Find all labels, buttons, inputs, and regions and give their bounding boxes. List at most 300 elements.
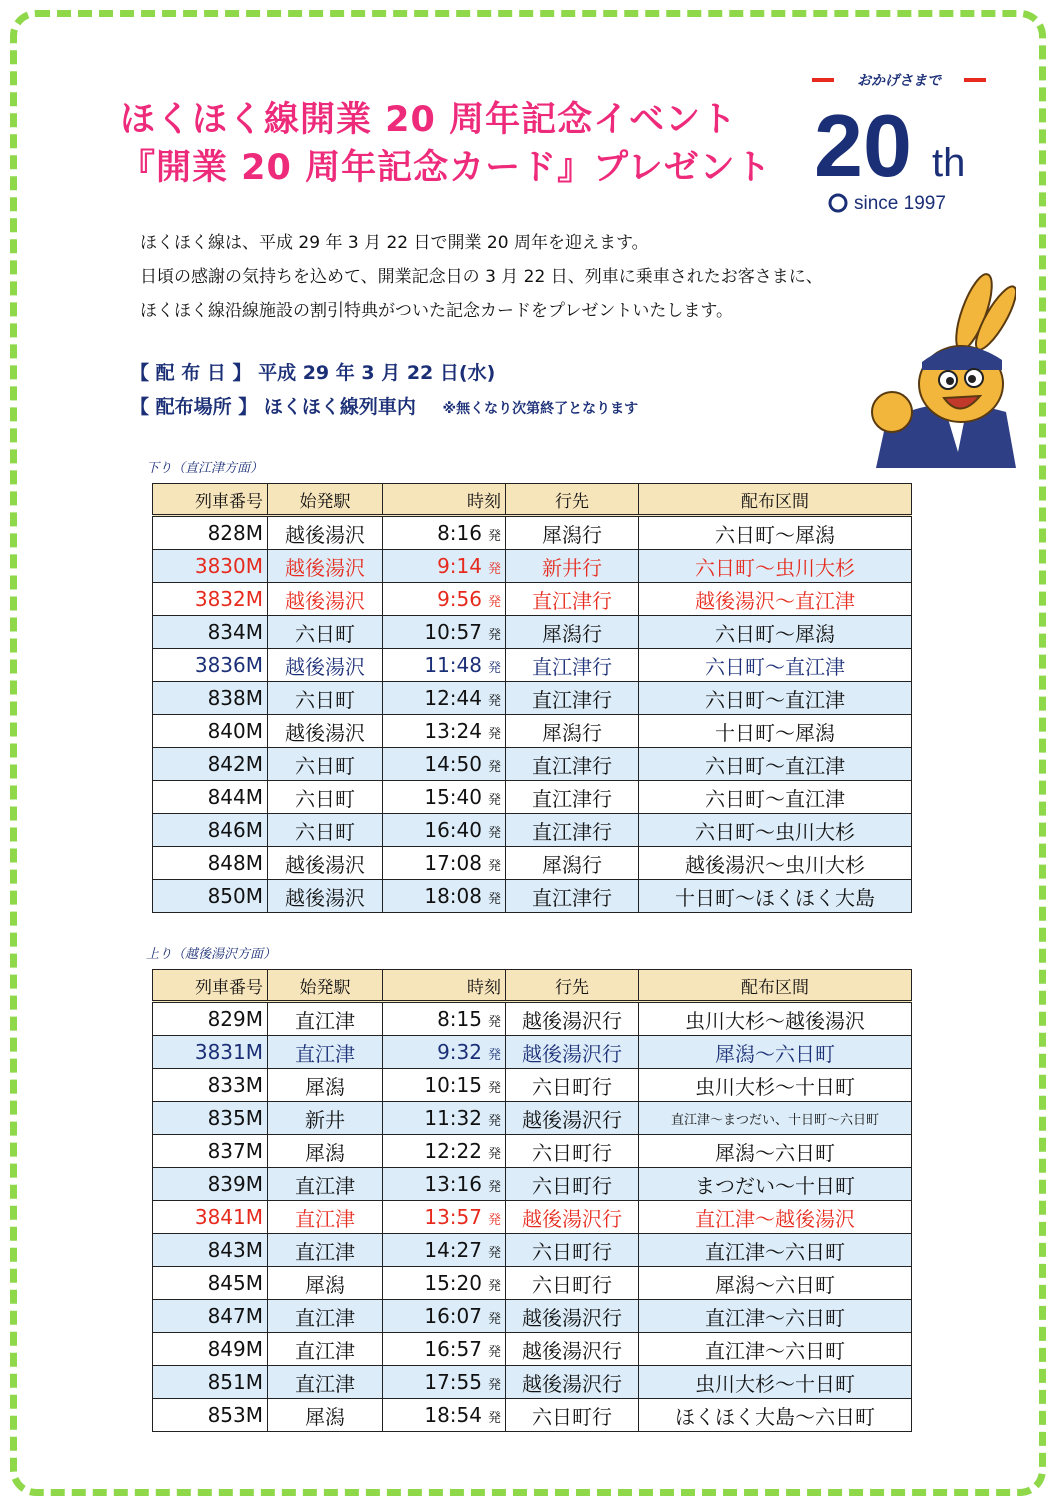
title-line-1: ほくほく線開業 20 周年記念イベント	[120, 100, 738, 140]
time-cell	[383, 880, 506, 913]
destination-cell	[506, 1002, 639, 1036]
train-number-cell	[153, 1267, 268, 1300]
time-cell-text: 9:32	[437, 1040, 482, 1064]
time-cell-text: 11:32	[424, 1106, 482, 1130]
departure-mark: 発	[487, 1048, 501, 1063]
table-row	[153, 1267, 912, 1300]
train-number-cell-text: 849M	[207, 1337, 263, 1361]
down-table-body	[153, 516, 912, 913]
table-row	[153, 1002, 912, 1036]
destination-cell	[506, 814, 639, 847]
departure-mark: 発	[487, 1213, 501, 1228]
time-cell-text: 18:08	[424, 884, 482, 908]
origin-cell-text: 六日町	[295, 786, 355, 811]
origin-cell-text: 越後湯沢	[285, 588, 365, 613]
departure-mark: 発	[487, 760, 501, 775]
time-cell	[383, 649, 506, 682]
table-row	[153, 1300, 912, 1333]
origin-cell	[268, 1234, 383, 1267]
destination-cell	[506, 682, 639, 715]
departure-mark: 発	[487, 562, 501, 577]
origin-cell	[268, 616, 383, 649]
origin-cell	[268, 1399, 383, 1432]
origin-cell	[268, 1002, 383, 1036]
departure-mark: 発	[487, 1081, 501, 1096]
origin-cell	[268, 1333, 383, 1366]
section-cell	[639, 1002, 912, 1036]
origin-cell	[268, 583, 383, 616]
distribution-date	[130, 358, 495, 385]
table-row	[153, 715, 912, 748]
train-number-cell	[153, 1069, 268, 1102]
destination-cell-text: 六日町行	[532, 1272, 612, 1297]
title-line-2: 『開業 20 周年記念カード』プレゼント	[120, 148, 772, 188]
origin-cell	[268, 1069, 383, 1102]
train-number-cell-text: 837M	[207, 1139, 263, 1163]
departure-mark: 発	[487, 1180, 501, 1195]
destination-cell	[506, 847, 639, 880]
intro-line: ほくほく線は、平成 29 年 3 月 22 日で開業 20 周年を迎えます。	[140, 233, 649, 253]
destination-cell-text: 六日町行	[532, 1404, 612, 1429]
section-cell	[639, 1366, 912, 1399]
train-number-cell-text: 845M	[207, 1271, 263, 1295]
table-row	[153, 1234, 912, 1267]
train-number-cell-text: 3830M	[194, 554, 263, 578]
destination-cell-text: 越後湯沢行	[522, 1206, 622, 1231]
section-cell	[639, 814, 912, 847]
train-number-cell	[153, 1102, 268, 1135]
table-row	[153, 682, 912, 715]
intro-line: 日頃の感謝の気持ちを込めて、開業記念日の 3 月 22 日、列車に乗車されたお客さまに、	[140, 267, 823, 287]
section-cell-text: 六日町～犀潟	[715, 621, 835, 646]
time-cell	[383, 1234, 506, 1267]
section-cell	[639, 1399, 912, 1432]
destination-cell	[506, 1366, 639, 1399]
time-cell-text: 10:57	[424, 620, 482, 644]
origin-cell	[268, 748, 383, 781]
origin-cell-text: 犀潟	[305, 1140, 345, 1165]
time-cell	[383, 814, 506, 847]
section-cell-text: 越後湯沢～虫川大杉	[685, 852, 865, 877]
date-value: 平成 29 年 3 月 22 日(水)	[258, 362, 496, 384]
section-cell	[639, 1333, 912, 1366]
section-cell-text: 犀潟～六日町	[715, 1041, 835, 1066]
time-cell-text: 10:15	[424, 1073, 482, 1097]
train-number-cell-text: 3841M	[194, 1205, 263, 1229]
origin-cell-text: 越後湯沢	[285, 654, 365, 679]
section-cell	[639, 616, 912, 649]
train-number-cell-text: 3836M	[194, 653, 263, 677]
col-section: 配布区間	[639, 970, 912, 1002]
train-number-cell	[153, 1168, 268, 1201]
train-number-cell	[153, 550, 268, 583]
section-cell	[639, 1300, 912, 1333]
destination-cell	[506, 1135, 639, 1168]
section-cell-text: 六日町～直江津	[705, 654, 845, 679]
time-cell	[383, 550, 506, 583]
time-cell	[383, 682, 506, 715]
time-cell-text: 9:56	[437, 587, 482, 611]
table-row	[153, 583, 912, 616]
up-table-body	[153, 1002, 912, 1432]
intro-line: ほくほく線沿線施設の割引特典がついた記念カードをプレゼントいたします。	[140, 301, 733, 321]
departure-mark: 発	[487, 595, 501, 610]
time-cell	[383, 516, 506, 550]
section-cell-text: 直江津～六日町	[705, 1305, 845, 1330]
origin-cell-text: 直江津	[295, 1041, 355, 1066]
time-cell-text: 18:54	[424, 1403, 482, 1427]
time-cell-text: 13:24	[424, 719, 482, 743]
train-number-cell	[153, 1366, 268, 1399]
section-cell-text: 六日町～直江津	[705, 753, 845, 778]
col-train-number: 列車番号	[153, 970, 268, 1002]
departure-mark: 発	[487, 1378, 501, 1393]
train-number-cell-text: 3831M	[194, 1040, 263, 1064]
table-row	[153, 616, 912, 649]
down-timetable	[152, 483, 912, 913]
origin-cell-text: 犀潟	[305, 1404, 345, 1429]
origin-cell-text: 直江津	[295, 1173, 355, 1198]
train-number-cell	[153, 781, 268, 814]
time-cell	[383, 781, 506, 814]
destination-cell	[506, 781, 639, 814]
origin-cell	[268, 1366, 383, 1399]
train-number-cell-text: 847M	[207, 1304, 263, 1328]
destination-cell	[506, 1333, 639, 1366]
time-cell	[383, 1069, 506, 1102]
logo-suffix: th	[932, 141, 966, 185]
time-cell	[383, 1036, 506, 1069]
origin-cell-text: 犀潟	[305, 1074, 345, 1099]
up-caption: 上り（越後湯沢方面）	[146, 947, 277, 962]
time-cell-text: 16:07	[424, 1304, 482, 1328]
time-cell-text: 14:27	[424, 1238, 482, 1262]
table-row	[153, 1036, 912, 1069]
time-cell	[383, 1201, 506, 1234]
time-cell	[383, 616, 506, 649]
table-row	[153, 847, 912, 880]
departure-mark: 発	[487, 892, 501, 907]
logo-top-text: おかげさまで	[857, 72, 941, 88]
origin-cell	[268, 649, 383, 682]
table-row	[153, 550, 912, 583]
origin-cell-text: 直江津	[295, 1338, 355, 1363]
col-train-number: 列車番号	[153, 484, 268, 516]
departure-mark: 発	[487, 1015, 501, 1030]
origin-cell-text: 越後湯沢	[285, 720, 365, 745]
destination-cell-text: 直江津行	[532, 588, 612, 613]
train-number-cell-text: 843M	[207, 1238, 263, 1262]
section-cell	[639, 715, 912, 748]
destination-cell-text: 犀潟行	[542, 852, 602, 877]
section-cell-text: 直江津～越後湯沢	[695, 1206, 855, 1231]
place-value: ほくほく線列車内	[263, 396, 416, 418]
time-cell	[383, 1366, 506, 1399]
anniversary-logo	[806, 64, 992, 224]
origin-cell-text: 直江津	[295, 1239, 355, 1264]
col-time: 時刻	[383, 484, 506, 516]
time-cell-text: 17:08	[424, 851, 482, 875]
time-cell-text: 11:48	[424, 653, 482, 677]
table-row	[153, 781, 912, 814]
destination-cell-text: 越後湯沢行	[522, 1338, 622, 1363]
origin-cell	[268, 814, 383, 847]
section-cell	[639, 550, 912, 583]
origin-cell-text: 越後湯沢	[285, 555, 365, 580]
time-cell	[383, 1399, 506, 1432]
departure-mark: 発	[487, 826, 501, 841]
place-label: 【 配布場所 】	[130, 396, 258, 418]
train-number-cell-text: 851M	[207, 1370, 263, 1394]
train-number-cell	[153, 847, 268, 880]
destination-cell-text: 直江津行	[532, 819, 612, 844]
origin-cell	[268, 682, 383, 715]
origin-cell-text: 犀潟	[305, 1272, 345, 1297]
train-number-cell	[153, 1333, 268, 1366]
section-cell-text: 虫川大杉～十日町	[695, 1371, 855, 1396]
origin-cell	[268, 1168, 383, 1201]
train-number-cell-text: 3832M	[194, 587, 263, 611]
train-number-cell	[153, 1135, 268, 1168]
departure-mark: 発	[487, 1147, 501, 1162]
section-cell-text: 犀潟～六日町	[715, 1140, 835, 1165]
destination-cell	[506, 748, 639, 781]
time-cell-text: 12:44	[424, 686, 482, 710]
origin-cell-text: 越後湯沢	[285, 885, 365, 910]
train-number-cell-text: 853M	[207, 1403, 263, 1427]
section-cell	[639, 1102, 912, 1135]
origin-cell	[268, 1201, 383, 1234]
origin-cell-text: 六日町	[295, 621, 355, 646]
col-destination: 行先	[506, 484, 639, 516]
col-origin: 始発駅	[268, 484, 383, 516]
section-cell	[639, 1069, 912, 1102]
destination-cell-text: 新井行	[542, 555, 602, 580]
table-row	[153, 1135, 912, 1168]
departure-mark: 発	[487, 529, 501, 544]
train-number-cell-text: 839M	[207, 1172, 263, 1196]
destination-cell	[506, 1399, 639, 1432]
time-cell	[383, 1300, 506, 1333]
table-row	[153, 1069, 912, 1102]
destination-cell-text: 直江津行	[532, 786, 612, 811]
table-row	[153, 516, 912, 550]
table-header-row	[153, 484, 912, 516]
train-number-cell-text: 840M	[207, 719, 263, 743]
table-row	[153, 1399, 912, 1432]
destination-cell-text: 越後湯沢行	[522, 1107, 622, 1132]
time-cell-text: 15:40	[424, 785, 482, 809]
section-cell-text: 直江津～六日町	[705, 1338, 845, 1363]
departure-mark: 発	[487, 661, 501, 676]
table-row	[153, 748, 912, 781]
destination-cell	[506, 616, 639, 649]
origin-cell-text: 越後湯沢	[285, 852, 365, 877]
table-row	[153, 649, 912, 682]
train-number-cell-text: 838M	[207, 686, 263, 710]
train-number-cell	[153, 1234, 268, 1267]
destination-cell	[506, 880, 639, 913]
section-cell-text: まつだい～十日町	[695, 1173, 855, 1198]
section-cell	[639, 748, 912, 781]
time-cell-text: 13:16	[424, 1172, 482, 1196]
departure-mark: 発	[487, 1411, 501, 1426]
destination-cell-text: 六日町行	[532, 1173, 612, 1198]
destination-cell-text: 越後湯沢行	[522, 1008, 622, 1033]
destination-cell-text: 六日町行	[532, 1074, 612, 1099]
section-cell-text: 直江津～まつだい、十日町～六日町	[670, 1112, 879, 1128]
origin-cell	[268, 847, 383, 880]
train-number-cell	[153, 1036, 268, 1069]
origin-cell-text: 新井	[305, 1107, 345, 1132]
section-cell	[639, 1135, 912, 1168]
origin-cell-text: 直江津	[295, 1008, 355, 1033]
origin-cell-text: 越後湯沢	[285, 522, 365, 547]
destination-cell	[506, 1300, 639, 1333]
departure-mark: 発	[487, 1246, 501, 1261]
destination-cell-text: 六日町行	[532, 1140, 612, 1165]
destination-cell	[506, 1036, 639, 1069]
destination-cell-text: 越後湯沢行	[522, 1305, 622, 1330]
destination-cell	[506, 1267, 639, 1300]
date-label: 【 配 布 日 】	[130, 362, 252, 384]
time-cell-text: 9:14	[437, 554, 482, 578]
origin-cell-text: 直江津	[295, 1206, 355, 1231]
destination-cell-text: 越後湯沢行	[522, 1041, 622, 1066]
train-number-cell	[153, 1002, 268, 1036]
destination-cell-text: 犀潟行	[542, 720, 602, 745]
origin-cell	[268, 1267, 383, 1300]
section-cell-text: 六日町～虫川大杉	[695, 819, 855, 844]
time-cell	[383, 1135, 506, 1168]
time-cell-text: 12:22	[424, 1139, 482, 1163]
departure-mark: 発	[487, 628, 501, 643]
time-cell	[383, 1102, 506, 1135]
section-cell-text: 十日町～犀潟	[715, 720, 835, 745]
section-cell	[639, 682, 912, 715]
departure-mark: 発	[487, 859, 501, 874]
logo-mark-icon	[830, 195, 846, 211]
time-cell	[383, 748, 506, 781]
train-number-cell-text: 833M	[207, 1073, 263, 1097]
time-cell	[383, 583, 506, 616]
logo-since: since 1997	[854, 193, 946, 214]
section-cell-text: 直江津～六日町	[705, 1239, 845, 1264]
train-number-cell	[153, 1399, 268, 1432]
train-number-cell	[153, 1300, 268, 1333]
intro-text	[140, 226, 880, 328]
time-cell-text: 17:55	[424, 1370, 482, 1394]
destination-cell-text: 直江津行	[532, 753, 612, 778]
section-cell	[639, 1036, 912, 1069]
col-origin: 始発駅	[268, 970, 383, 1002]
train-number-cell-text: 828M	[207, 521, 263, 545]
departure-mark: 発	[487, 1114, 501, 1129]
table-row	[153, 1201, 912, 1234]
origin-cell	[268, 880, 383, 913]
table-row	[153, 880, 912, 913]
origin-cell	[268, 1036, 383, 1069]
origin-cell-text: 直江津	[295, 1371, 355, 1396]
section-cell	[639, 1234, 912, 1267]
rabbit-mascot-icon	[856, 272, 1016, 468]
train-number-cell-text: 829M	[207, 1007, 263, 1031]
destination-cell	[506, 1168, 639, 1201]
time-cell	[383, 1333, 506, 1366]
time-cell-text: 14:50	[424, 752, 482, 776]
departure-mark: 発	[487, 727, 501, 742]
table-row	[153, 1168, 912, 1201]
section-cell-text: 越後湯沢～直江津	[695, 588, 855, 613]
time-cell-text: 8:16	[437, 521, 482, 545]
destination-cell-text: 直江津行	[532, 687, 612, 712]
train-number-cell	[153, 649, 268, 682]
section-cell-text: 犀潟～六日町	[715, 1272, 835, 1297]
train-number-cell	[153, 715, 268, 748]
up-timetable	[152, 969, 912, 1432]
time-cell-text: 16:57	[424, 1337, 482, 1361]
train-number-cell-text: 834M	[207, 620, 263, 644]
destination-cell	[506, 550, 639, 583]
origin-cell-text: 直江津	[295, 1305, 355, 1330]
section-cell	[639, 1201, 912, 1234]
train-number-cell-text: 846M	[207, 818, 263, 842]
col-destination: 行先	[506, 970, 639, 1002]
section-cell	[639, 880, 912, 913]
destination-cell-text: 越後湯沢行	[522, 1371, 622, 1396]
section-cell-text: 虫川大杉～越後湯沢	[685, 1008, 865, 1033]
table-row	[153, 814, 912, 847]
table-header-row	[153, 970, 912, 1002]
time-cell	[383, 1168, 506, 1201]
time-cell	[383, 1267, 506, 1300]
origin-cell	[268, 1300, 383, 1333]
train-number-cell	[153, 1201, 268, 1234]
col-time: 時刻	[383, 970, 506, 1002]
time-cell-text: 13:57	[424, 1205, 482, 1229]
origin-cell-text: 六日町	[295, 687, 355, 712]
origin-cell-text: 六日町	[295, 753, 355, 778]
departure-mark: 発	[487, 1345, 501, 1360]
departure-mark: 発	[487, 694, 501, 709]
logo-number: 20	[814, 96, 912, 195]
section-cell-text: ほくほく大島～六日町	[675, 1404, 875, 1429]
train-number-cell	[153, 880, 268, 913]
departure-mark: 発	[487, 1279, 501, 1294]
section-cell-text: 六日町～直江津	[705, 786, 845, 811]
section-cell	[639, 1168, 912, 1201]
section-cell	[639, 781, 912, 814]
train-number-cell	[153, 814, 268, 847]
table-row	[153, 1366, 912, 1399]
origin-cell-text: 六日町	[295, 819, 355, 844]
time-cell	[383, 847, 506, 880]
origin-cell	[268, 1135, 383, 1168]
destination-cell-text: 直江津行	[532, 654, 612, 679]
section-cell	[639, 1267, 912, 1300]
destination-cell	[506, 1234, 639, 1267]
train-number-cell-text: 835M	[207, 1106, 263, 1130]
section-cell-text: 十日町～ほくほく大島	[675, 885, 875, 910]
distribution-note: ※無くなり次第終了となります	[442, 401, 639, 417]
destination-cell	[506, 1201, 639, 1234]
destination-cell	[506, 1069, 639, 1102]
col-section: 配布区間	[639, 484, 912, 516]
origin-cell	[268, 550, 383, 583]
time-cell	[383, 1002, 506, 1036]
down-caption: 下り（直江津方面）	[146, 461, 264, 476]
section-cell	[639, 583, 912, 616]
